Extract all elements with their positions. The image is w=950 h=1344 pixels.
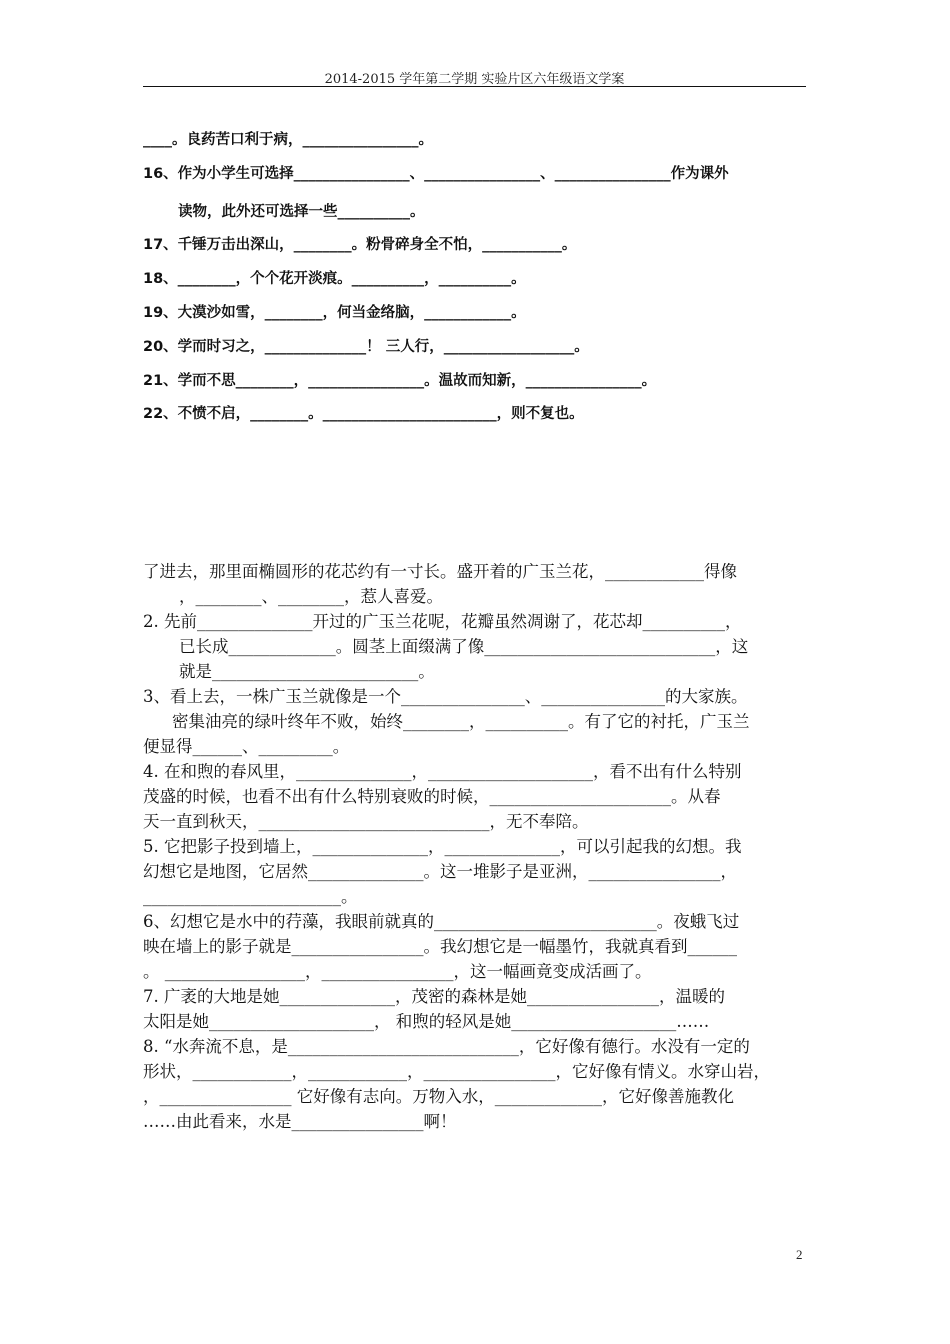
text-line: 形状，____________，____________，________________，它好像有情义。水穿山岩， — [143, 1062, 770, 1081]
bold-line: 16、作为小学生可选择________________、________________、________________作为课外 — [143, 166, 729, 182]
page-number: 2 — [796, 1247, 803, 1262]
text-line: 了进去，那里面椭圆形的花芯约有一寸长。盛开着的广玉兰花，____________得像 — [143, 562, 737, 581]
header-rule — [143, 86, 806, 87]
text-line: ……由此看来，水是________________啊！ — [143, 1112, 457, 1131]
text-line: 3、看上去，一株广玉兰就像是一个_______________、_______________的大家族。 — [143, 687, 748, 706]
text-line: 天一直到秋天，____________________________，无不奉陪。 — [143, 812, 589, 831]
text-line: 5. 它把影子投到墙上，______________，______________，可以引起我的幻想。我 — [143, 837, 742, 856]
bold-line: 21、学而不思________，________________。温故而知新，________________。 — [143, 373, 657, 389]
bold-line: 19、大漠沙如雪，________，何当金络脑，____________。 — [143, 305, 526, 321]
bold-line: 20、学而时习之，______________！ 三人行，__________________。 — [143, 339, 589, 355]
text-line: ________________________。 — [143, 887, 358, 906]
text-line: 便显得______、_________。 — [143, 737, 350, 756]
text-line: 映在墙上的影子就是________________。我幻想它是一幅墨竹，我就真看到______ — [143, 937, 737, 956]
bold-line: 读物，此外还可选择一些__________。 — [178, 204, 425, 220]
text-line: 7. 广袤的大地是她______________，茂密的森林是她________________，温暖的 — [143, 987, 725, 1006]
text-line: 太阳是她____________________， 和煦的轻风是她____________________…… — [143, 1012, 710, 1031]
text-line: 就是_________________________。 — [179, 662, 435, 681]
bold-line: 17、千锤万击出深山，________。粉骨碎身全不怕，___________。 — [143, 237, 577, 253]
page-header: 2014-2015 学年第二学期 实验片区六年级语文学案 — [324, 72, 625, 87]
text-line: 8. “水奔流不息，是____________________________，它好像有德行。水没有一定的 — [143, 1037, 750, 1056]
text-line: 幻想它是地图，它居然______________。这一堆影子是亚洲，________________， — [143, 862, 737, 881]
bold-line: 18、________，个个花开淡痕。__________，__________。 — [143, 271, 526, 287]
text-line: 茂盛的时候，也看不出有什么特别衰败的时候，______________________。从春 — [143, 787, 721, 806]
text-line: 。 _________________，________________，这一幅画竟变成活画了。 — [143, 962, 652, 981]
text-line: 密集油亮的绿叶终年不败，始终________，__________。有了它的衬托，广玉兰 — [172, 712, 750, 731]
text-line: ，________________ 它好像有志向。万物入水，_____________，它好像善施教化 — [143, 1087, 734, 1106]
text-line: 2. 先前______________开过的广玉兰花呢，花瓣虽然凋谢了，花芯却__________， — [143, 612, 742, 631]
bold-line: ____。良药苦口利于病，________________。 — [143, 132, 433, 148]
text-line: 6、幻想它是水中的荇藻，我眼前就真的___________________________。夜蛾飞过 — [143, 912, 740, 931]
bold-line: 22、不愤不启，________。________________________，则不复也。 — [143, 406, 584, 422]
text-line: 已长成_____________。圆茎上面缀满了像____________________________，这 — [179, 637, 749, 656]
text-line: ，________、________，惹人喜爱。 — [179, 587, 443, 606]
text-line: 4. 在和煦的春风里，______________，____________________，看不出有什么特别 — [143, 762, 742, 781]
